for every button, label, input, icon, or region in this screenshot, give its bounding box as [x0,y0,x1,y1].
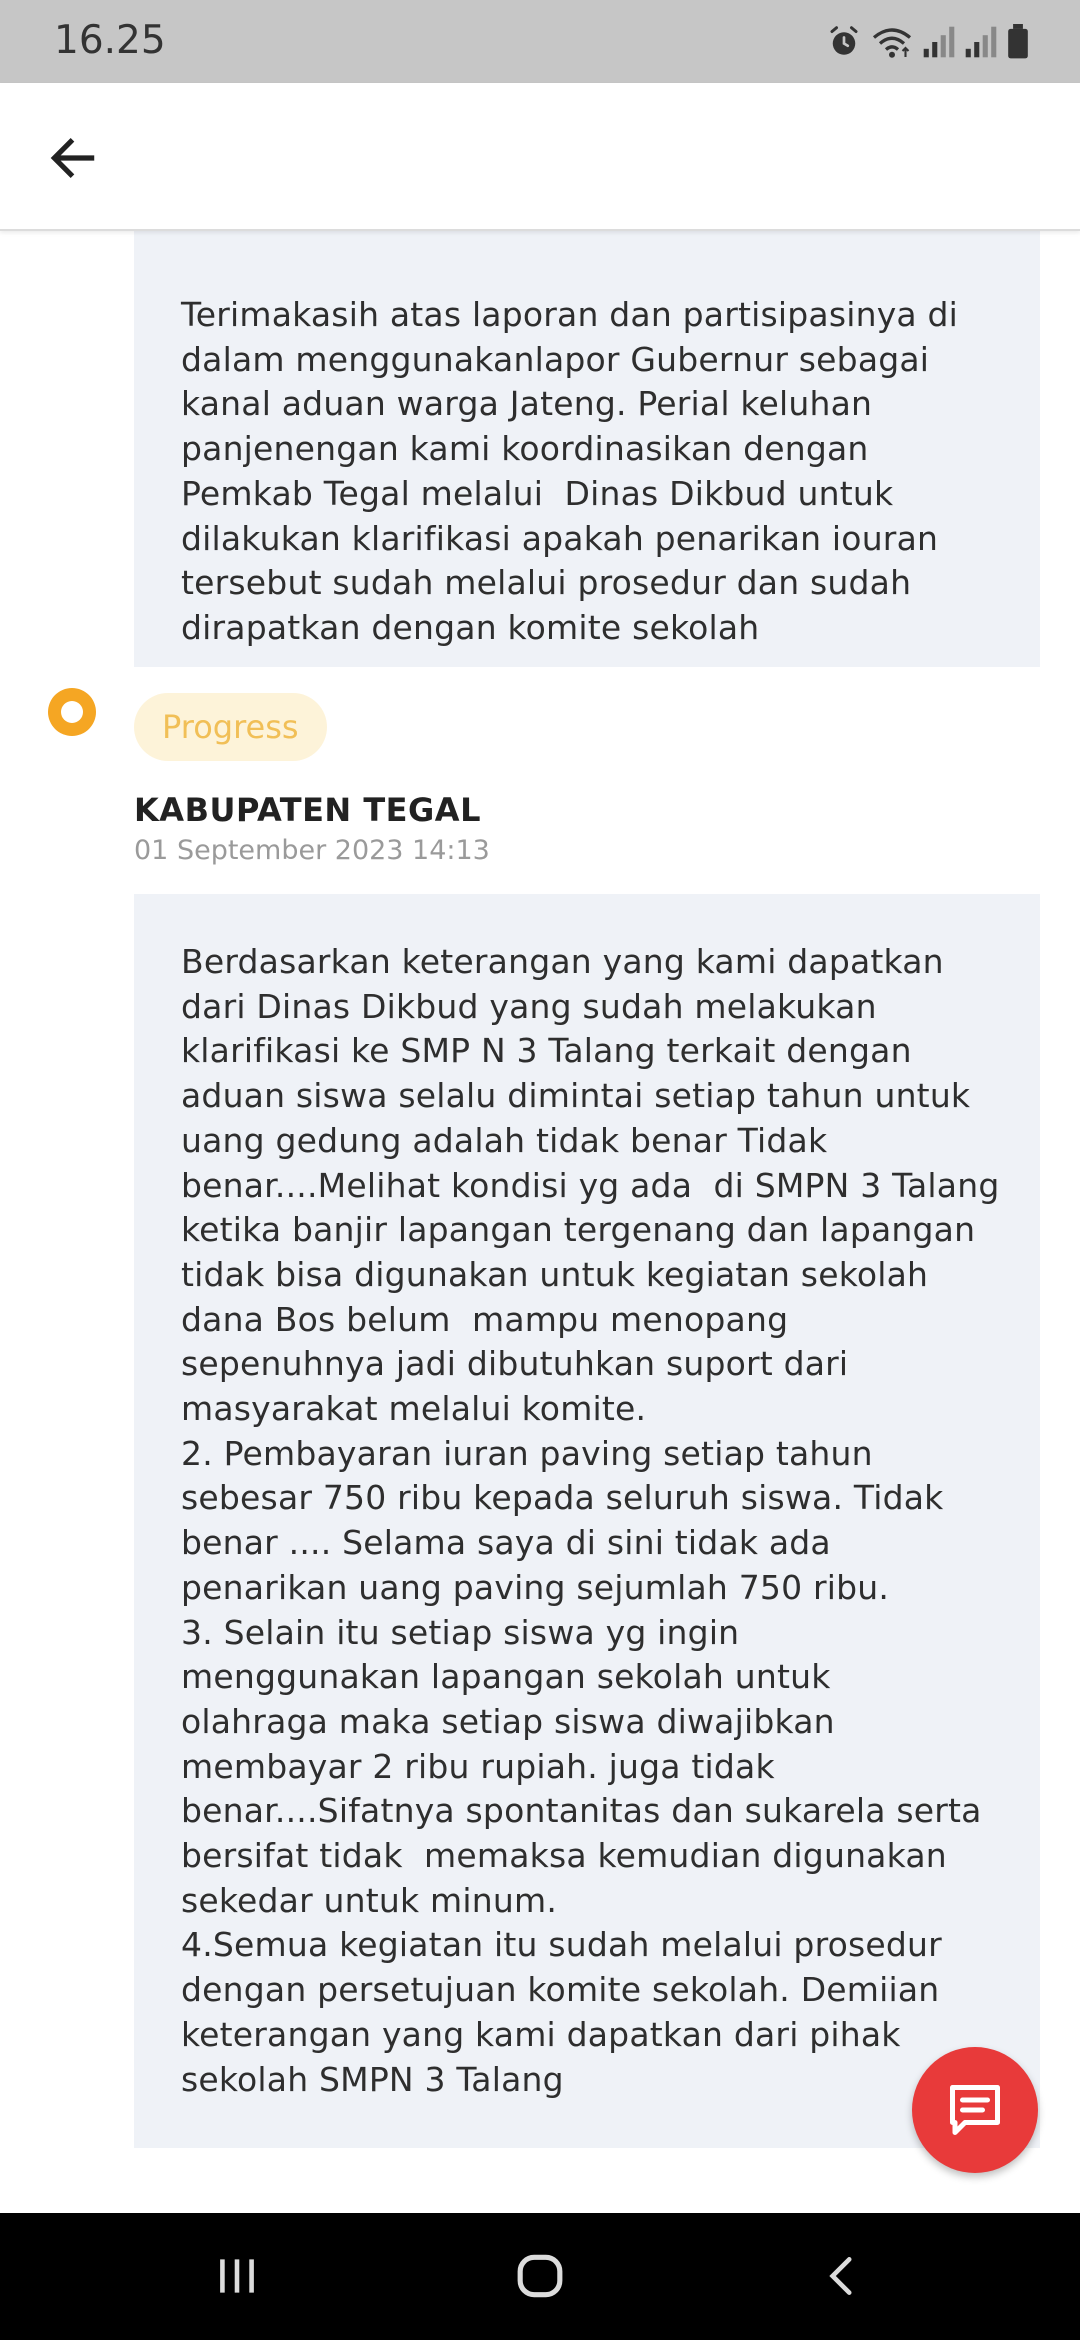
alarm-icon [826,24,862,60]
recent-apps-button[interactable] [202,2241,272,2311]
message-text: Berdasarkan keterangan yang kami dapatkan dari Dinas Dikbud yang sudah melakukan klarifikasi ke SMP N 3 Talang terkait dengan aduan siswa selalu dimintai setiap tahun untuk uang gedung adalah tidak benar Tidak benar....Melihat kondisi yg ada di SMPN 3 Talang ketika banjir lapangan tergenang dan lapangan tidak bisa digunakan untuk kegiatan sekolah dana Bos belum mampu menopang sepenuhnya jadi dibutuhkan suport dari masyarakat melalui komite. 2. Pembayaran iuran paving setiap tahun sebesar 750 ribu kepada seluruh siswa. Tidak benar .... Selama saya di sini tidak ada penarikan uang paving sejumlah 750 ribu. 3. Selain itu setiap siswa yg ingin menggunakan lapangan sekolah untuk olahraga maka setiap siswa diwajibkan membayar 2 ribu rupiah. juga tidak benar....Sifatnya spontanitas dan sukarela serta bersifat tidak memaksa kemudian digunakan sekedar untuk minum. 4.Semua kegiatan itu sudah melalui prosedur dengan persetujuan komite sekolah. Demiian keterangan yang kami dapatkan dari pihak sekolah SMPN 3 Talang [181,942,1000,2099]
timeline-content[interactable] [0,231,1080,2213]
back-button[interactable] [36,121,110,195]
status-badge: Progress [134,693,327,761]
author-date: 01 September 2023 14:13 [134,835,490,866]
home-icon [512,2248,568,2304]
chat-fab-button[interactable] [912,2047,1038,2173]
message-text: Terimakasih atas laporan dan partisipasinya di dalam menggunakanlapor Gubernur sebagai kanal aduan warga Jateng. Perial keluhan panjenengan kami koordinasikan dengan Pemkab Tegal melalui Dinas Dikbud untuk dilakukan klarifikasi apakah penarikan iouran tersebut sudah melalui prosedur dan sudah dirapatkan dengan komite sekolah [181,295,959,647]
status-time: 16.25 [54,18,166,63]
home-button[interactable] [505,2241,575,2311]
nav-back-button[interactable] [808,2241,878,2311]
message-box [134,894,1040,2148]
signal-icon [964,25,998,59]
message-box [134,231,1040,667]
navigation-bar [0,2213,1080,2340]
signal-icon [922,25,956,59]
app-bar [0,83,1080,231]
battery-icon [1006,24,1030,60]
chat-message-icon [945,2080,1005,2140]
status-icons [826,22,1030,62]
wifi-icon [870,24,914,60]
arrow-left-icon [45,130,101,186]
author-name: KABUPATEN TEGAL [134,791,481,829]
back-icon [818,2251,868,2301]
timeline-dot [48,688,96,736]
recent-apps-icon [212,2251,262,2301]
status-bar [0,0,1080,83]
